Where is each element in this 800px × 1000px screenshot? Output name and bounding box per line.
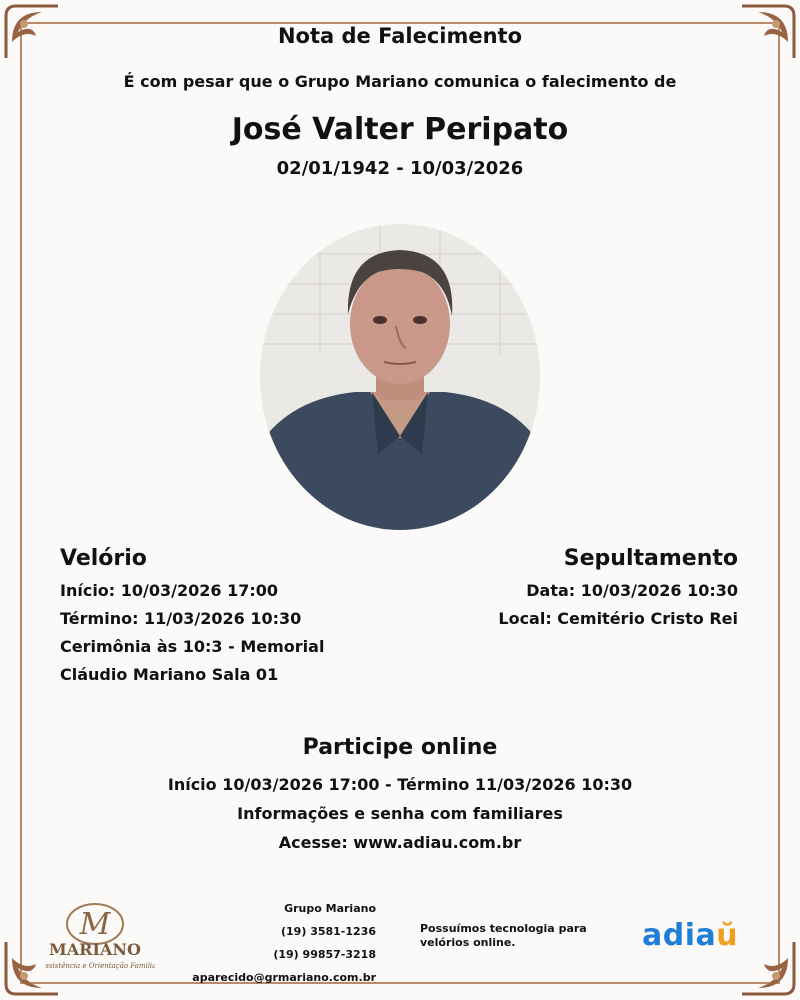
velorio-section bbox=[60, 546, 380, 689]
velorio-cerimonia-line1: Cerimônia às 10:3 - Memorial bbox=[60, 637, 325, 656]
company-name: Grupo Mariano bbox=[284, 902, 376, 915]
velorio-inicio: Início: 10/03/2026 17:00 bbox=[60, 581, 279, 600]
adiau-logo: adiaŭ bbox=[642, 918, 739, 953]
phone-2[interactable]: (19) 99857-3218 bbox=[273, 948, 376, 961]
portrait-photo bbox=[260, 224, 540, 530]
corner-ornament-icon bbox=[738, 938, 798, 998]
sepultamento-local: Local: Cemitério Cristo Rei bbox=[498, 609, 738, 628]
mariano-logo bbox=[45, 902, 155, 972]
sepultamento-data: Data: 10/03/2026 10:30 bbox=[526, 581, 738, 600]
sepultamento-heading: Sepultamento bbox=[563, 546, 738, 571]
online-info: Informações e senha com familiares bbox=[237, 804, 563, 823]
phone-1[interactable]: (19) 3581-1236 bbox=[281, 925, 376, 938]
velorio-cerimonia-line2: Cláudio Mariano Sala 01 bbox=[60, 665, 279, 684]
velorio-termino: Término: 11/03/2026 10:30 bbox=[60, 609, 302, 628]
page-title: Nota de Falecimento bbox=[277, 24, 523, 48]
online-access-link[interactable]: Acesse: www.adiau.com.br bbox=[278, 833, 522, 852]
velorio-heading: Velório bbox=[60, 546, 147, 571]
intro-text: É com pesar que o Grupo Mariano comunica o falecimento de bbox=[123, 72, 677, 91]
contact-block bbox=[180, 897, 376, 989]
life-dates: 02/01/1942 - 10/03/2026 bbox=[276, 158, 524, 179]
sepultamento-section bbox=[418, 546, 738, 633]
svg-text:MARIANO: MARIANO bbox=[49, 940, 141, 959]
online-heading: Participe online bbox=[302, 735, 498, 760]
svg-text:M: M bbox=[79, 907, 111, 942]
deceased-name: José Valter Peripato bbox=[231, 112, 569, 147]
email-link[interactable]: aparecido@grmariano.com.br bbox=[192, 971, 376, 984]
svg-text:Assistência e Orientação Famil: Assistência e Orientação Familiar bbox=[45, 962, 155, 970]
online-schedule: Início 10/03/2026 17:00 - Término 11/03/2026 10:30 bbox=[167, 775, 633, 794]
tech-note: Possuímos tecnologia para velórios online. bbox=[420, 922, 587, 949]
